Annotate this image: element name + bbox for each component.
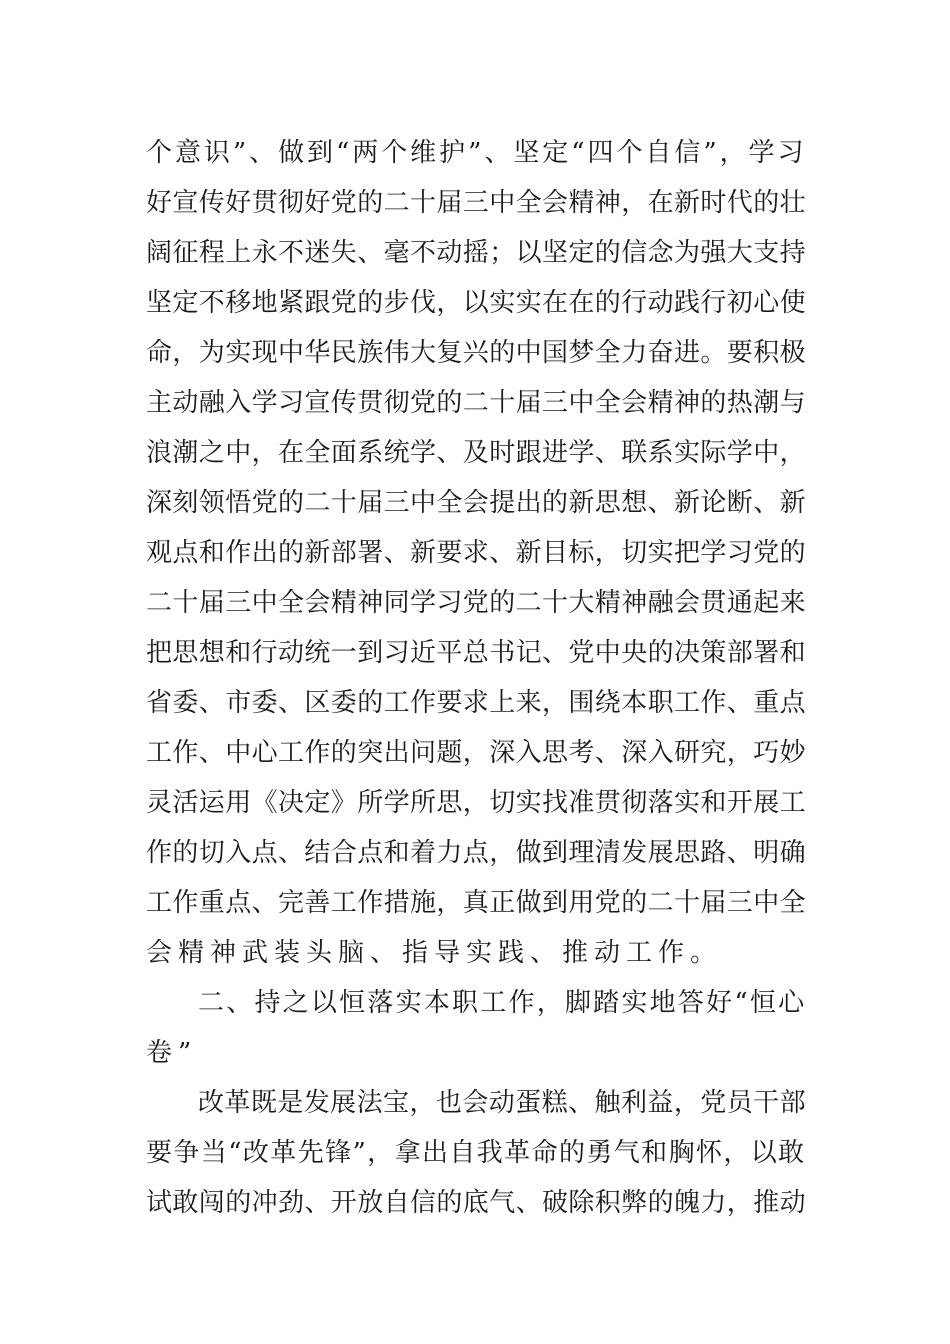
text-line: 作的切入点、结合点和着力点，做到理清发展思路、明确 <box>146 838 807 868</box>
text-line: 二十届三中全会精神同学习党的二十大精神融会贯通起来 <box>146 588 807 618</box>
section-heading-line: 卷” <box>146 1038 198 1068</box>
text-line: 主动融入学习宣传贯彻党的二十届三中全会精神的热潮与 <box>146 388 807 418</box>
paragraph-start-line: 改革既是发展法宝，也会动蛋糕、触利益，党员干部 <box>198 1088 807 1118</box>
text-line: 命，为实现中华民族伟大复兴的中国梦全力奋进。要积极 <box>146 338 807 368</box>
text-line: 省委、市委、区委的工作要求上来，围绕本职工作、重点 <box>146 688 807 718</box>
text-line: 观点和作出的新部署、新要求、新目标，切实把学习党的 <box>146 538 807 568</box>
text-line: 试敢闯的冲劲、开放自信的底气、破除积弊的魄力，推动 <box>146 1188 807 1218</box>
text-line: 要争当“改革先锋”，拿出自我革命的勇气和胸怀，以敢 <box>146 1138 806 1168</box>
text-line: 坚定不移地紧跟党的步伐，以实实在在的行动践行初心使 <box>146 288 807 318</box>
text-line: 会精神武装头脑、指导实践、推动工作。 <box>146 938 723 968</box>
text-line: 个意识”、做到“两个维护”、坚定“四个自信”，学习 <box>146 138 807 168</box>
text-line: 阔征程上永不迷失、毫不动摇；以坚定的信念为强大支持 <box>146 238 807 268</box>
text-line: 浪潮之中，在全面系统学、及时跟进学、联系实际学中， <box>146 438 807 468</box>
text-line: 灵活运用《决定》所学所思，切实找准贯彻落实和开展工 <box>146 788 807 818</box>
text-line: 好宣传好贯彻好党的二十届三中全会精神，在新时代的壮 <box>146 188 807 218</box>
text-line: 工作重点、完善工作措施，真正做到用党的二十届三中全 <box>146 888 807 918</box>
section-heading-line: 二、持之以恒落实本职工作，脚踏实地答好“恒心 <box>198 988 807 1018</box>
document-body <box>146 128 806 1228</box>
text-line: 工作、中心工作的突出问题，深入思考、深入研究，巧妙 <box>146 738 807 768</box>
text-line: 把思想和行动统一到习近平总书记、党中央的决策部署和 <box>146 638 807 668</box>
text-line: 深刻领悟党的二十届三中全会提出的新思想、新论断、新 <box>146 488 807 518</box>
